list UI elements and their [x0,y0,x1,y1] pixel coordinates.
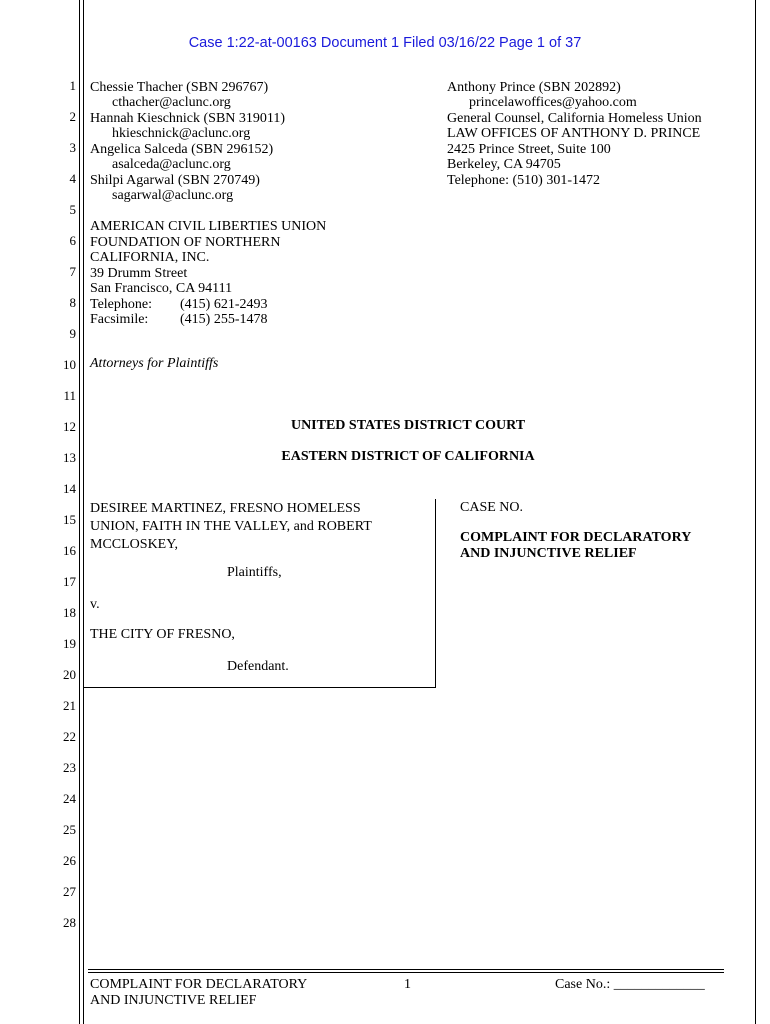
line-number: 14 [63,481,76,496]
attorney-title: General Counsel, California Homeless Union [447,111,702,126]
line-number: 22 [63,729,76,744]
plaintiffs-line: MCCLOSKEY, [90,537,179,552]
line-number: 11 [63,388,76,403]
line-number: 4 [69,171,76,186]
line-number: 20 [63,667,76,682]
line-number: 19 [63,636,76,651]
attorney-email: hkieschnick@aclunc.org [112,126,251,141]
line-number: 17 [63,574,76,589]
attorney-name: Anthony Prince (SBN 202892) [447,80,621,95]
firm-phone: Telephone: (510) 301-1472 [447,173,600,188]
page-number: 1 [404,977,411,992]
attorneys-for: Attorneys for Plaintiffs [90,356,219,371]
plaintiffs-line: UNION, FAITH IN THE VALLEY, and ROBERT [90,519,372,534]
footer-title: AND INJUNCTIVE RELIEF [90,993,257,1008]
attorney-email: cthacher@aclunc.org [112,95,231,110]
line-number: 23 [63,760,76,775]
firm-name: LAW OFFICES OF ANTHONY D. PRINCE [447,126,701,141]
attorney-email: princelawoffices@yahoo.com [469,95,637,110]
attorney-email: asalceda@aclunc.org [112,157,231,172]
caption-divider [435,499,436,688]
attorney-name: Shilpi Agarwal (SBN 270749) [90,173,260,188]
line-number: 5 [69,202,76,217]
plaintiffs-label: Plaintiffs, [227,565,282,580]
document-title: COMPLAINT FOR DECLARATORY [460,530,692,545]
firm-address: 2425 Prince Street, Suite 100 [447,142,611,157]
attorney-email: sagarwal@aclunc.org [112,188,234,203]
footer-rule [88,969,724,970]
fax-number: (415) 255-1478 [180,312,268,327]
versus: v. [90,597,100,612]
left-margin-rule-outer [79,0,80,1024]
phone-label: Telephone: [90,297,152,312]
org-line: CALIFORNIA, INC. [90,250,210,265]
line-number: 9 [69,326,76,341]
phone-number: (415) 621-2493 [180,297,268,312]
line-number: 3 [69,140,76,155]
plaintiffs-line: DESIREE MARTINEZ, FRESNO HOMELESS [90,501,361,516]
org-line: San Francisco, CA 94111 [90,281,233,296]
line-number: 1 [69,78,76,93]
line-number: 10 [63,357,76,372]
attorney-name: Angelica Salceda (SBN 296152) [90,142,274,157]
line-number: 7 [69,264,76,279]
footer-case-no: Case No.: _____________ [555,977,705,992]
line-number: 24 [63,791,76,806]
line-number: 8 [69,295,76,310]
case-no-label: CASE NO. [460,500,524,515]
caption-underline [84,687,436,688]
attorney-name: Chessie Thacher (SBN 296767) [90,80,269,95]
line-number: 26 [63,853,76,868]
line-number: 13 [63,450,76,465]
attorney-name: Hannah Kieschnick (SBN 319011) [90,111,286,126]
footer-rule [88,972,724,973]
org-line: AMERICAN CIVIL LIBERTIES UNION [90,219,327,234]
filing-stamp: Case 1:22-at-00163 Document 1 Filed 03/16/22 Page 1 of 37 [188,35,582,51]
line-number: 16 [63,543,76,558]
line-number: 28 [63,915,76,930]
left-margin-rule-inner [83,0,84,1024]
footer-title: COMPLAINT FOR DECLARATORY [90,977,308,992]
org-line: 39 Drumm Street [90,266,188,281]
court-name: UNITED STATES DISTRICT COURT [290,418,526,433]
line-number: 15 [63,512,76,527]
firm-city: Berkeley, CA 94705 [447,157,561,172]
right-margin-rule [755,0,756,1024]
document-title: AND INJUNCTIVE RELIEF [460,546,637,561]
defendant-name: THE CITY OF FRESNO, [90,627,235,642]
line-number: 27 [63,884,76,899]
line-number: 6 [69,233,76,248]
defendant-label: Defendant. [227,659,289,674]
line-number: 25 [63,822,76,837]
fax-label: Facsimile: [90,312,149,327]
line-number: 2 [69,109,76,124]
line-number: 12 [63,419,76,434]
line-number: 18 [63,605,76,620]
court-district: EASTERN DISTRICT OF CALIFORNIA [281,449,535,464]
line-number: 21 [63,698,76,713]
org-line: FOUNDATION OF NORTHERN [90,235,281,250]
